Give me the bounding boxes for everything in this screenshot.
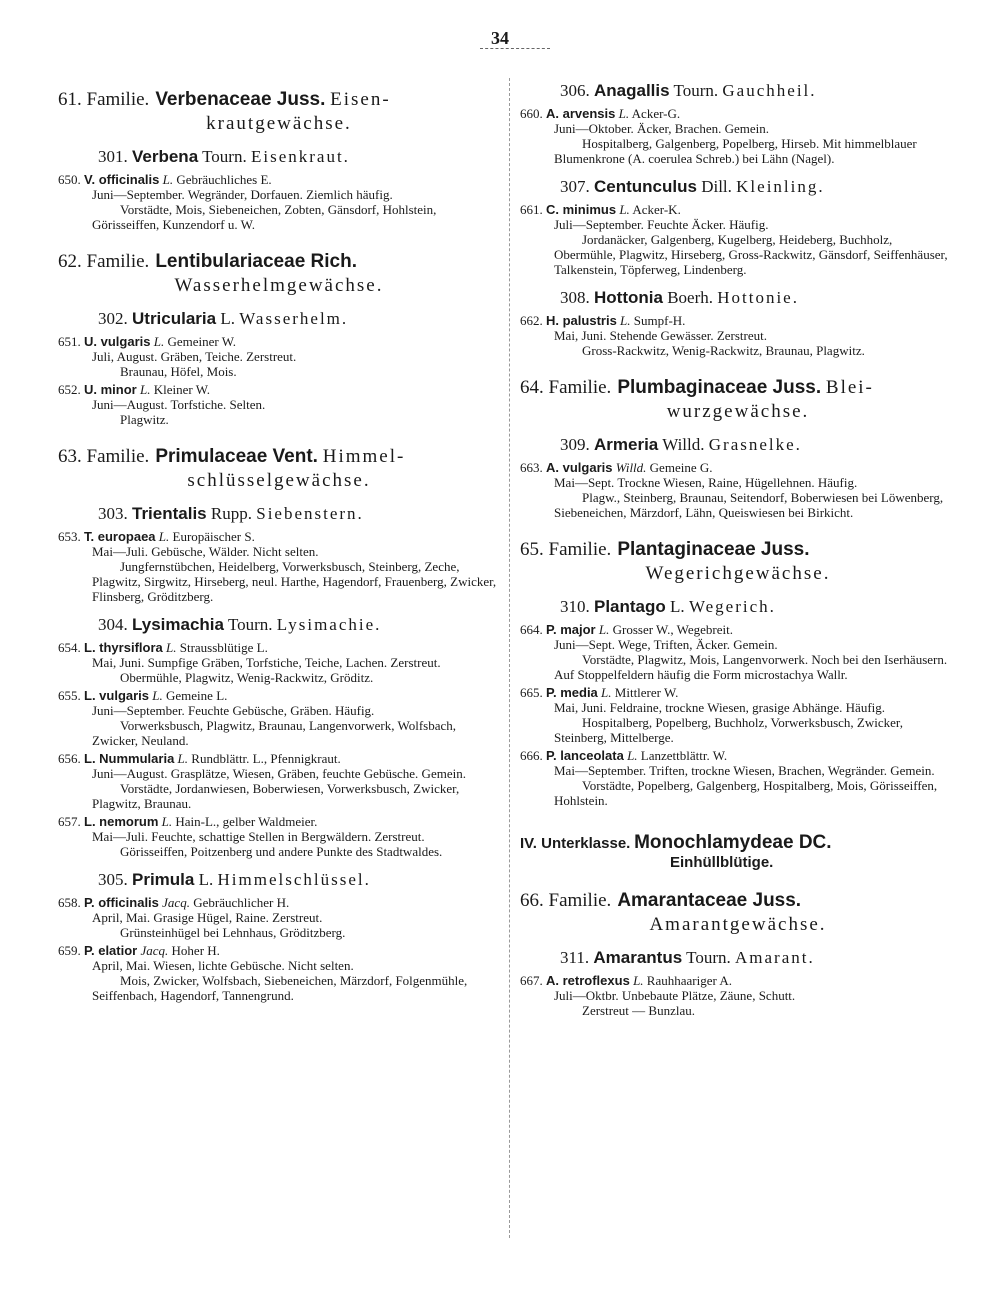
genus-author: Tourn.	[227, 615, 273, 634]
species-german-name: Rundblättr. L., Pfennigkraut.	[191, 751, 341, 766]
genus-heading	[98, 869, 500, 891]
genus-heading	[560, 596, 956, 618]
species-number: 664.	[520, 622, 543, 637]
column-separator	[509, 78, 510, 1238]
species-habitat: Juni—September. Wegränder, Dorfauen. Ziemlich häufig.	[92, 187, 393, 202]
species-habitat: Mai—Juli. Gebüsche, Wälder. Nicht selten.	[92, 544, 319, 559]
genus-heading	[560, 434, 956, 456]
family-german-name: Himmel-	[322, 446, 406, 467]
species-name: P. major	[546, 622, 596, 637]
genus-latin-name: Centunculus	[594, 177, 697, 196]
genus-heading	[560, 947, 956, 969]
species-name: A. retroflexus	[546, 973, 630, 988]
species-localities: Vorstädte, Popelberg, Galgenberg, Hospitalberg, Mois, Görisseiffen, Hohlstein.	[554, 778, 938, 808]
species-name: C. minimus	[546, 202, 617, 217]
species-header	[58, 529, 500, 544]
species-german-name: Europäischer S.	[172, 529, 255, 544]
genus-author: L.	[670, 597, 685, 616]
genus-german-name: Kleinling.	[736, 177, 825, 196]
family-number: 66. Familie.	[520, 890, 612, 911]
species-header	[58, 751, 500, 766]
species-localities: Plagw., Steinberg, Braunau, Seitendorf, Boberwiesen bei Löwenberg, Siebeneichen, Märzdorf, Lähn, Queiswiesen bei Birkicht.	[554, 490, 944, 520]
species-habitat: Mai, Juni. Stehende Gewässer. Zerstreut.	[554, 328, 768, 343]
species-name: A. vulgaris	[546, 460, 613, 475]
species-author: L.	[152, 688, 163, 703]
genus-author: Tourn.	[673, 81, 719, 100]
species-habitat: Mai, Juni. Sumpfige Gräben, Torfstiche, Teiche, Lachen. Zerstreut.	[92, 655, 441, 670]
family-german-name: Eisen-	[330, 89, 391, 110]
species-localities: Vorwerksbusch, Plagwitz, Braunau, Langenvorwerk, Wolfsbach, Zwicker, Neuland.	[92, 718, 457, 748]
genus-author: Tourn.	[686, 948, 731, 967]
genus-author: Dill.	[701, 177, 732, 196]
species-header	[58, 688, 500, 703]
species-number: 666.	[520, 748, 543, 763]
genus-author: Boerh.	[667, 288, 713, 307]
species-author: L.	[598, 622, 610, 637]
family-number: 61. Familie.	[58, 89, 150, 110]
species-habitat: April, Mai. Wiesen, lichte Gebüsche. Nicht selten.	[92, 958, 354, 973]
species-habitat: April, Mai. Grasige Hügel, Raine. Zerstreut.	[92, 910, 323, 925]
species-habitat: Juli, August. Gräben, Teiche. Zerstreut.	[92, 349, 297, 364]
species-german-name: Mittlerer W.	[614, 685, 679, 700]
family-german-continuation: Amarantgewächse.	[649, 914, 827, 935]
genus-latin-name: Hottonia	[594, 288, 663, 307]
genus-latin-name: Plantago	[594, 597, 666, 616]
genus-heading	[98, 146, 500, 168]
genus-german-name: Amarant.	[735, 948, 815, 967]
family-german-continuation: Wegerichgewächse.	[645, 563, 831, 584]
species-number: 661.	[520, 202, 543, 217]
family-number: 64. Familie.	[520, 377, 612, 398]
subclass-label: IV. Unterklasse.	[520, 835, 631, 852]
species-entry	[520, 973, 956, 1018]
species-entry	[58, 688, 500, 748]
species-number: 655.	[58, 688, 81, 703]
family-latin-name: Plumbaginaceae Juss.	[617, 377, 822, 398]
family-latin-name: Plantaginaceae Juss.	[617, 539, 810, 560]
species-localities: Grünsteinhügel bei Lehnhaus, Gröditzberg.	[120, 925, 346, 940]
species-header	[520, 313, 956, 328]
species-header	[58, 382, 500, 397]
species-header	[520, 202, 956, 217]
species-number: 660.	[520, 106, 543, 121]
species-author: L.	[139, 382, 151, 397]
species-author: L.	[620, 313, 631, 328]
species-localities: Zerstreut — Bunzlau.	[582, 1003, 695, 1018]
family-german-continuation: schlüsselgewächse.	[187, 470, 371, 491]
genus-number: 306.	[560, 81, 590, 100]
species-entry	[58, 814, 500, 859]
page-number: 34	[491, 28, 509, 48]
species-german-name: Straussblütige L.	[179, 640, 268, 655]
genus-author: Tourn.	[202, 147, 247, 166]
species-habitat: Juni—September. Feuchte Gebüsche, Gräben. Häufig.	[92, 703, 375, 718]
species-header	[520, 622, 956, 637]
species-habitat: Mai—September. Triften, trockne Wiesen, Brachen, Wegränder. Gemein.	[554, 763, 935, 778]
family-number: 65. Familie.	[520, 539, 612, 560]
genus-heading	[98, 614, 500, 636]
genus-german-name: Wegerich.	[688, 597, 776, 616]
species-german-name: Grosser W., Wegebreit.	[612, 622, 733, 637]
species-habitat: Mai—Juli. Feuchte, schattige Stellen in Bergwäldern. Zerstreut.	[92, 829, 425, 844]
species-localities: Hospitalberg, Galgenberg, Popelberg, Hirseb. Mit himmelblauer Blumenkrone (A. coerulea Schreb.) bei Lähn (Nagel).	[554, 136, 917, 166]
species-habitat: Mai—Sept. Trockne Wiesen, Raine, Hügellehnen. Häufig.	[554, 475, 858, 490]
species-name: P. elatior	[84, 943, 138, 958]
genus-latin-name: Trientalis	[132, 504, 207, 523]
genus-latin-name: Primula	[132, 870, 195, 889]
species-name: P. media	[546, 685, 598, 700]
species-localities: Vorstädte, Mois, Siebeneichen, Zobten, Gänsdorf, Hohlstein, Görisseiffen, Kunzendorf u. W.	[92, 202, 437, 232]
family-heading	[58, 445, 500, 493]
species-name: L. Nummularia	[84, 751, 175, 766]
genus-german-name: Eisenkraut.	[250, 147, 350, 166]
species-number: 662.	[520, 313, 543, 328]
species-german-name: Hoher H.	[171, 943, 220, 958]
species-entry	[58, 640, 500, 685]
species-entry	[58, 334, 500, 379]
species-german-name: Kleiner W.	[153, 382, 211, 397]
species-number: 653.	[58, 529, 81, 544]
species-name: L. nemorum	[84, 814, 159, 829]
family-german-continuation: Wasserhelmgewächse.	[174, 275, 384, 296]
genus-number: 311.	[560, 948, 590, 967]
species-entry	[58, 943, 500, 1003]
subclass-german-name: Einhüllblütige.	[670, 854, 774, 871]
species-entry	[58, 895, 500, 940]
genus-latin-name: Armeria	[594, 435, 659, 454]
species-entry	[58, 172, 500, 232]
species-german-name: Acker-K.	[632, 202, 681, 217]
family-german-continuation: wurzgewächse.	[666, 401, 810, 422]
species-header	[58, 814, 500, 829]
species-number: 657.	[58, 814, 81, 829]
family-latin-name: Lentibulariaceae Rich.	[155, 251, 357, 272]
header-rule	[480, 48, 550, 49]
species-german-name: Gemeine G.	[649, 460, 713, 475]
species-localities: Hospitalberg, Popelberg, Buchholz, Vorwerksbusch, Zwicker, Steinberg, Mittelberge.	[554, 715, 903, 745]
genus-number: 310.	[560, 597, 590, 616]
family-german-continuation: krautgewächse.	[206, 113, 352, 134]
species-entry	[58, 382, 500, 427]
species-german-name: Rauhhaariger A.	[646, 973, 732, 988]
species-entry	[520, 748, 956, 808]
genus-heading	[560, 176, 956, 198]
species-author: Jacq.	[162, 895, 190, 910]
left-column	[58, 70, 500, 1006]
species-habitat: Juni—August. Torfstiche. Selten.	[92, 397, 266, 412]
genus-german-name: Wasserhelm.	[239, 309, 349, 328]
genus-heading	[560, 287, 956, 309]
species-german-name: Hain-L., gelber Waldmeier.	[175, 814, 318, 829]
species-localities: Jordanäcker, Galgenberg, Kugelberg, Heideberg, Buchholz, Obermühle, Plagwitz, Hirseberg, Gross-Rackwitz, Gänsdorf, Seiffenhäuser, Talkenstein, Töpferweg, Lindenberg.	[554, 232, 948, 277]
right-column	[520, 70, 956, 1021]
species-entry	[520, 313, 956, 358]
family-heading	[520, 889, 956, 937]
species-localities: Plagwitz.	[120, 412, 169, 427]
species-entry	[58, 529, 500, 604]
species-author: L.	[177, 751, 189, 766]
family-latin-name: Primulaceae Vent.	[155, 446, 318, 467]
genus-heading	[98, 503, 500, 525]
species-entry	[58, 751, 500, 811]
genus-heading	[98, 308, 500, 330]
genus-author: L.	[220, 309, 235, 328]
species-german-name: Gebräuchliches E.	[176, 172, 272, 187]
genus-number: 305.	[98, 870, 128, 889]
species-habitat: Mai, Juni. Feldraine, trockne Wiesen, grasige Abhänge. Häufig.	[554, 700, 886, 715]
species-entry	[520, 685, 956, 745]
family-latin-name: Verbenaceae Juss.	[155, 89, 326, 110]
genus-german-name: Hottonie.	[717, 288, 799, 307]
species-habitat: Juli—September. Feuchte Äcker. Häufig.	[554, 217, 769, 232]
species-localities: Braunau, Höfel, Mois.	[120, 364, 237, 379]
species-german-name: Sumpf-H.	[633, 313, 686, 328]
species-number: 665.	[520, 685, 543, 700]
species-header	[520, 748, 956, 763]
genus-number: 301.	[98, 147, 128, 166]
species-number: 667.	[520, 973, 543, 988]
genus-german-name: Gauchheil.	[722, 81, 817, 100]
species-name: U. minor	[84, 382, 137, 397]
genus-german-name: Himmelschlüssel.	[217, 870, 371, 889]
species-german-name: Gebräuchlicher H.	[193, 895, 290, 910]
genus-number: 309.	[560, 435, 590, 454]
species-localities: Obermühle, Plagwitz, Wenig-Rackwitz, Gröditz.	[120, 670, 374, 685]
species-name: L. thyrsiflora	[84, 640, 163, 655]
genus-author: Willd.	[662, 435, 705, 454]
species-author: L.	[162, 172, 174, 187]
family-number: 63. Familie.	[58, 446, 150, 467]
species-name: P. lanceolata	[546, 748, 624, 763]
species-german-name: Lanzettblättr. W.	[640, 748, 728, 763]
species-localities: Jungfernstübchen, Heidelberg, Vorwerksbusch, Steinberg, Zeche, Plagwitz, Sirgwitz, Hirseberg, neul. Harthe, Hagendorf, Frauenberg, Zwicker, Flinsberg, Gröditzberg.	[92, 559, 497, 604]
species-name: P. officinalis	[84, 895, 159, 910]
species-german-name: Gemeiner W.	[167, 334, 237, 349]
family-heading	[520, 376, 956, 424]
species-author: L.	[618, 106, 630, 121]
species-number: 651.	[58, 334, 81, 349]
subclass-latin-name: Monochlamydeae DC.	[634, 832, 832, 853]
species-name: U. vulgaris	[84, 334, 151, 349]
species-german-name: Gemeine L.	[166, 688, 228, 703]
genus-author: Rupp.	[210, 504, 252, 523]
species-localities: Gross-Rackwitz, Wenig-Rackwitz, Braunau, Plagwitz.	[582, 343, 865, 358]
genus-author: L.	[198, 870, 214, 889]
species-habitat: Juni—Sept. Wege, Triften, Äcker. Gemein.	[554, 637, 778, 652]
species-author: L.	[153, 334, 165, 349]
species-author: L.	[601, 685, 612, 700]
species-name: T. europaea	[84, 529, 156, 544]
species-number: 656.	[58, 751, 81, 766]
species-habitat: Juni—Oktober. Äcker, Brachen. Gemein.	[554, 121, 770, 136]
subclass-heading	[520, 832, 956, 871]
genus-latin-name: Utricularia	[132, 309, 217, 328]
genus-number: 304.	[98, 615, 128, 634]
species-number: 652.	[58, 382, 81, 397]
species-header	[58, 334, 500, 349]
species-author: Willd.	[615, 460, 647, 475]
species-number: 659.	[58, 943, 81, 958]
family-heading	[58, 88, 500, 136]
species-name: L. vulgaris	[84, 688, 150, 703]
species-german-name: Acker-G.	[631, 106, 681, 121]
family-heading	[58, 250, 500, 298]
family-heading	[520, 538, 956, 586]
species-author: L.	[627, 748, 638, 763]
genus-latin-name: Lysimachia	[132, 615, 224, 634]
species-name: A. arvensis	[546, 106, 616, 121]
genus-german-name: Grasnelke.	[708, 435, 802, 454]
species-number: 654.	[58, 640, 81, 655]
species-author: L.	[619, 202, 630, 217]
species-habitat: Juli—Oktbr. Unbebaute Plätze, Zäune, Schutt.	[554, 988, 796, 1003]
species-habitat: Juni—August. Grasplätze, Wiesen, Gräben, feuchte Gebüsche. Gemein.	[92, 766, 466, 781]
species-number: 658.	[58, 895, 81, 910]
species-localities: Mois, Zwicker, Wolfsbach, Siebeneichen, Märzdorf, Folgenmühle, Seiffenbach, Hagendorf, Tannengrund.	[92, 973, 468, 1003]
species-header	[520, 460, 956, 475]
genus-number: 308.	[560, 288, 590, 307]
species-number: 650.	[58, 172, 81, 187]
species-author: L.	[158, 529, 170, 544]
family-german-name: Blei-	[825, 377, 874, 398]
genus-number: 303.	[98, 504, 128, 523]
species-entry	[520, 460, 956, 520]
species-header	[58, 943, 500, 958]
family-latin-name: Amarantaceae Juss.	[617, 890, 802, 911]
genus-number: 307.	[560, 177, 590, 196]
genus-heading	[560, 80, 956, 102]
species-header	[58, 172, 500, 187]
species-author: Jacq.	[140, 943, 169, 958]
species-localities: Vorstädte, Jordanwiesen, Boberwiesen, Vorwerksbusch, Zwicker, Plagwitz, Braunau.	[92, 781, 460, 811]
genus-latin-name: Anagallis	[594, 81, 670, 100]
species-number: 663.	[520, 460, 543, 475]
species-entry	[520, 202, 956, 277]
species-author: L.	[633, 973, 644, 988]
genus-german-name: Lysimachie.	[276, 615, 382, 634]
genus-german-name: Siebenstern.	[256, 504, 364, 523]
species-header	[520, 106, 956, 121]
species-header	[520, 973, 956, 988]
species-entry	[520, 106, 956, 166]
species-author: L.	[166, 640, 177, 655]
species-entry	[520, 622, 956, 682]
family-number: 62. Familie.	[58, 251, 150, 272]
species-header	[520, 685, 956, 700]
genus-latin-name: Verbena	[132, 147, 199, 166]
species-name: H. palustris	[546, 313, 617, 328]
species-author: L.	[161, 814, 173, 829]
species-header	[58, 640, 500, 655]
genus-latin-name: Amarantus	[593, 948, 683, 967]
species-name: V. officinalis	[84, 172, 160, 187]
species-localities: Vorstädte, Plagwitz, Mois, Langenvorwerk. Noch bei den Iserhäusern. Auf Stoppelfeldern häufig die Form microstachya Wallr.	[554, 652, 948, 682]
species-localities: Görisseiffen, Poitzenberg und andere Punkte des Stadtwaldes.	[120, 844, 443, 859]
species-header	[58, 895, 500, 910]
genus-number: 302.	[98, 309, 128, 328]
